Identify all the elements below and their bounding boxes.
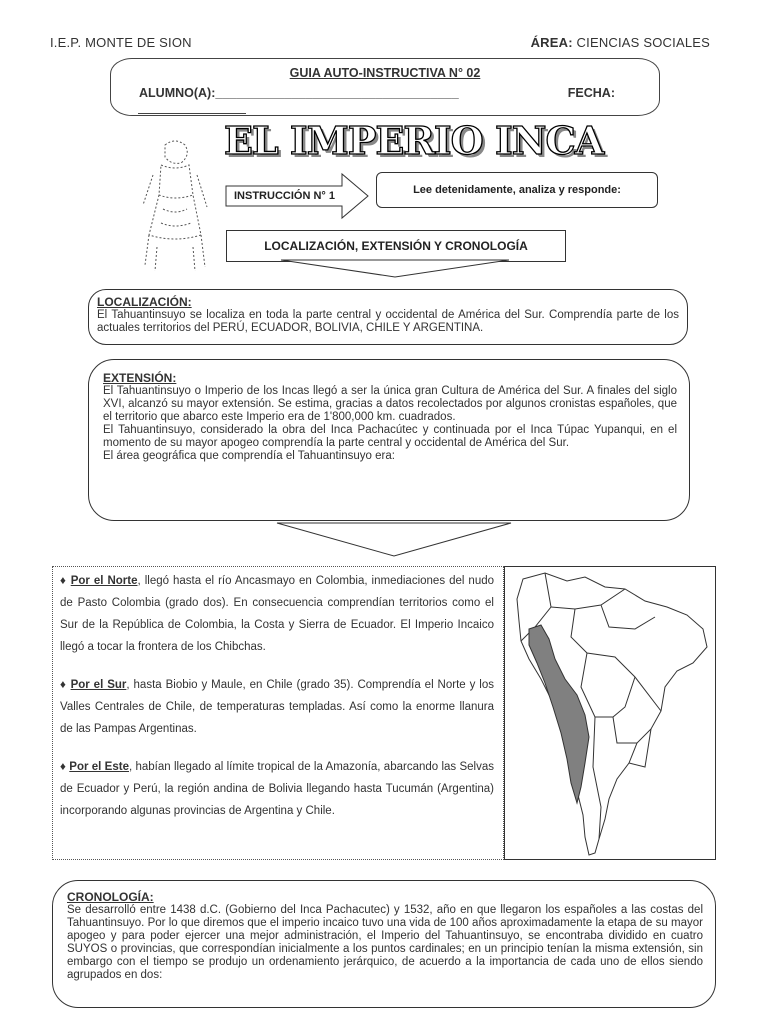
down-arrow-icon xyxy=(280,259,510,279)
main-title: EL IMPERIO INCA xyxy=(224,118,604,163)
subject-area xyxy=(531,35,710,50)
limit-direction: Por el Sur xyxy=(70,679,127,691)
list-item xyxy=(60,674,494,740)
instruction-text: Lee detenidamente, analiza y responde: xyxy=(413,184,621,196)
extension-heading: EXTENSIÓN: xyxy=(103,371,177,385)
limit-text: , llegó hasta el río Ancasmayo en Colombia, inmediaciones del nudo de Pasto Colombia (grado dos). En consecuencia comprendían territorios como el Sur de la República de Colombia, la Costa y Sierra de Ecuador. El Imperio Incaico llegó a tocar la frontera de los Chibchas. xyxy=(60,575,495,653)
south-america-map xyxy=(504,566,716,860)
down-arrow-icon xyxy=(276,522,512,558)
localizacion-section xyxy=(88,289,688,345)
bullet-diamond-icon: ♦ xyxy=(60,679,67,691)
area-value: CIENCIAS SOCIALES xyxy=(576,35,710,50)
student-name-field: ALUMNO(A):___________________________________ xyxy=(139,86,459,100)
instruction-label: INSTRUCCIÓN N° 1 xyxy=(234,190,335,202)
date-field: FECHA: xyxy=(567,86,615,100)
cronologia-text: Se desarrolló entre 1438 d.C. (Gobierno del Inca Pachacutec) y 1532, año en que llegaron los españoles a las costas del Tahuantinsuyo. Por lo que diremos que el imperio incaico tuvo una vida de 100 años aproximadamente la etapa de su mayor apogeo y para poder ejercer una mejor administración, el Imperio del Tahuantinsuyo, se encontraba dividido en cuatro SUYOS o provincias, que correspondían inicialmente a los puntos cardinales; en un principio tenían la misma extensión, sin embargo con el tiempo se produjo un ordenamiento jerárquico, de acuerdo a la importancia de cada uno de ellos siendo agrupados en dos: xyxy=(67,904,703,981)
limit-direction: Por el Este xyxy=(69,761,129,773)
area-label: ÁREA: xyxy=(530,35,573,50)
localizacion-heading: LOCALIZACIÓN: xyxy=(97,295,192,309)
date-line xyxy=(138,113,246,114)
cronologia-section xyxy=(52,880,716,1008)
limit-direction: Por el Norte xyxy=(70,575,138,587)
guide-header-box xyxy=(110,58,660,116)
limit-text: , hasta Biobio y Maule, en Chile (grado 35). Comprendía el Norte y los Valles Centrales de Chile, de temperaturas templadas. Así como la enorme llanura de las Pampas Argentinas. xyxy=(60,679,495,735)
guide-title: GUIA AUTO-INSTRUCTIVA N° 02 xyxy=(289,66,481,80)
cronologia-heading: CRONOLOGÍA: xyxy=(67,890,154,904)
list-item xyxy=(60,756,494,822)
limit-text: , habían llegado al límite tropical de la Amazonía, abarcando las Selvas de Ecuador y Perú, la región andina de Bolivia llegando hasta Tucumán (Argentina) incorporando algunas provincias de Argentina y Chile. xyxy=(60,761,494,817)
instruction-text-box xyxy=(376,172,658,208)
topic-title: LOCALIZACIÓN, EXTENSIÓN Y CRONOLOGÍA xyxy=(264,239,528,253)
limits-list xyxy=(60,570,494,838)
localizacion-text: El Tahuantinsuyo se localiza en toda la parte central y occidental de América del Sur. Comprendía parte de los actuales territorios del PERÚ, ECUADOR, BOLIVIA, CHILE Y ARGENTINA. xyxy=(97,309,679,334)
extension-section xyxy=(88,359,690,521)
list-item xyxy=(60,570,494,658)
inca-figure-illustration xyxy=(135,135,215,275)
school-name: I.E.P. MONTE DE SION xyxy=(50,35,192,50)
topic-box xyxy=(226,230,566,262)
extension-paragraph: El Tahuantinsuyo o Imperio de los Incas llegó a ser la única gran Cultura de América del Sur. A finales del siglo XVI, alcanzó su mayor extensión. Se estima, gracias a datos recolectados por algunos cronistas españoles, que el territorio que abarco este Imperio era de 1'800,000 km. cuadrados. xyxy=(103,385,677,423)
south-america-map-drawing xyxy=(505,567,715,859)
bullet-diamond-icon: ♦ xyxy=(60,761,66,773)
extension-paragraph: El área geográfica que comprendía el Tahuantinsuyo era: xyxy=(103,450,395,462)
extension-paragraph: El Tahuantinsuyo, considerado la obra del Inca Pachacútec y continuada por el Inca Túpac Yupanqui, en el momento de su mayor apogeo comprendía la parte central y occidental de América del Sur. xyxy=(103,424,677,449)
bullet-diamond-icon: ♦ xyxy=(60,575,67,587)
